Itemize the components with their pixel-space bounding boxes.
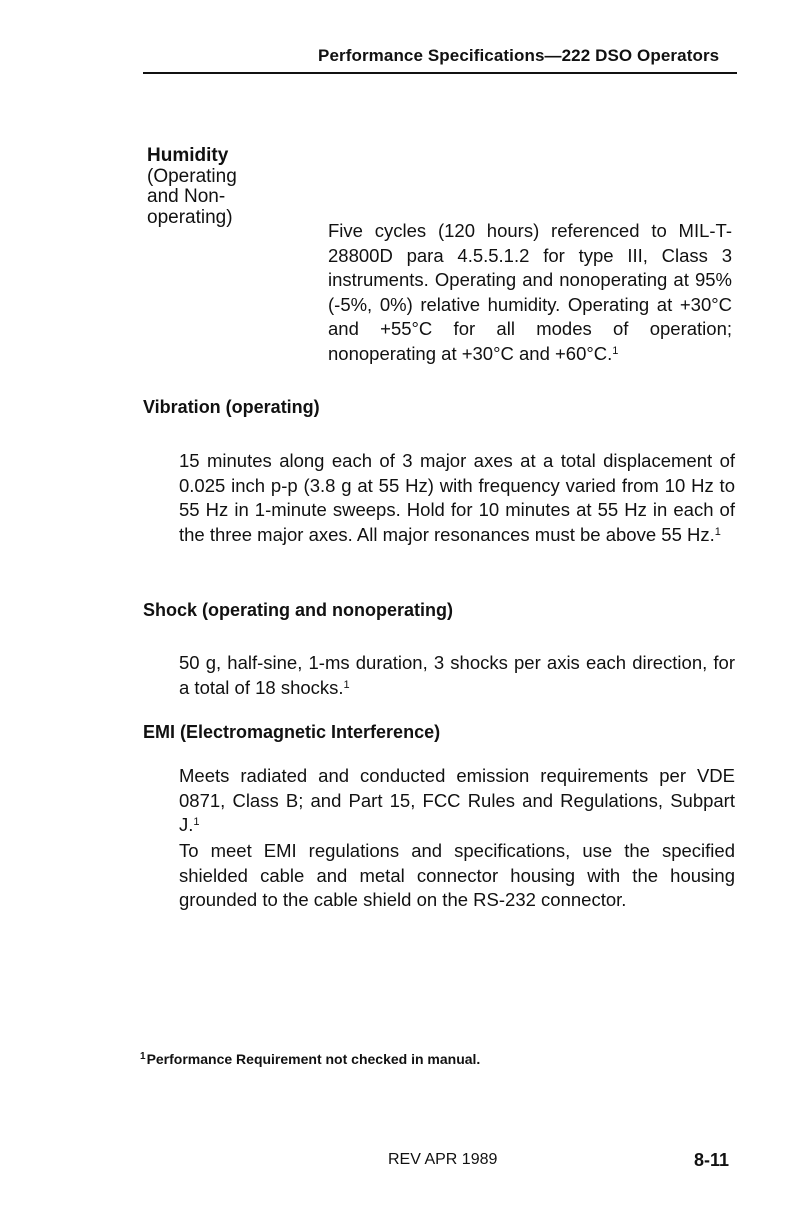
vibration-text: 15 minutes along each of 3 major axes at a total displacement of 0.025 inch p-p (3.8 g at 55 Hz) with frequency varied from 10 Hz to 55 Hz in 1-minute sweeps. Hold for 10 minutes at 55 Hz in each of the three major axes. All major resonances must be above 55 Hz.: [179, 450, 735, 545]
humidity-footnote-mark: 1: [612, 344, 619, 357]
humidity-qualifier-2: and Non-: [147, 186, 226, 207]
vibration-footnote-mark: 1: [714, 525, 721, 538]
emi-heading: EMI (Electromagnetic Interference): [143, 722, 441, 742]
humidity-qualifier-3: operating): [147, 206, 233, 228]
vibration-heading: Vibration (operating): [143, 397, 320, 417]
humidity-qualifier-1: (Operating: [147, 165, 237, 187]
emi-footnote-mark: 1: [193, 816, 200, 828]
page-number: 8-11: [694, 1150, 730, 1170]
emi-text-1: Meets radiated and conducted emission requirements per VDE 0871, Class B; and Part 15, FCC Rules and Regulations, Subpart J.: [179, 765, 735, 835]
footnote-text: Performance Requirement not checked in manual.: [146, 1051, 481, 1067]
shock-paragraph: [179, 651, 735, 700]
header-rule: [143, 72, 737, 74]
humidity-heading: Humidity: [147, 145, 229, 166]
vibration-paragraph: [179, 449, 735, 547]
emi-paragraph-1: [179, 764, 735, 838]
footnote-mark: 1: [140, 1051, 146, 1062]
humidity-paragraph: [328, 219, 732, 366]
shock-heading: Shock (operating and nonoperating): [143, 600, 453, 620]
shock-footnote-mark: 1: [343, 678, 350, 691]
shock-text: 50 g, half-sine, 1-ms duration, 3 shocks per axis each direction, for a total of 18 shocks.: [179, 652, 735, 698]
humidity-text: Five cycles (120 hours) referenced to MIL-T-28800D para 4.5.5.1.2 for type III, Class 3 instruments. Operating and nonoperating at 95% (-5%, 0%) relative humidity. Operating at +30°C and +55°C for all modes of operation; nonoperating at +30°C and +60°C.: [328, 220, 732, 364]
humidity-side-heading: [147, 146, 257, 228]
revision-date: REV APR 1989: [388, 1151, 498, 1168]
footnote: [140, 1051, 480, 1067]
emi-paragraph-2: To meet EMI regulations and specifications, use the specified shielded cable and metal connector housing with the housing grounded to the cable shield on the RS-232 connector.: [179, 840, 735, 910]
running-header: Performance Specifications—222 DSO Operators: [318, 46, 720, 65]
